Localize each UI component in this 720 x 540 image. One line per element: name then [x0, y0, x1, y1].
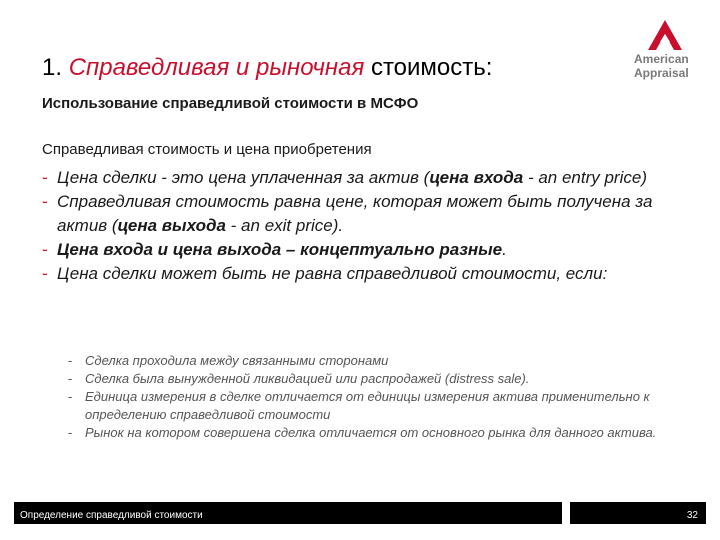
bullet-bold-text: цена входа — [429, 168, 524, 187]
logo-line2: Appraisal — [634, 66, 689, 80]
bullet-bold-text: Цена входа и цена выхода – концептуально разные — [57, 240, 503, 259]
bullet-bold-text: цена выхода — [117, 216, 226, 235]
page-title — [42, 53, 492, 83]
sub-bullet-list — [68, 352, 668, 442]
sub-bullet-dash: - — [68, 389, 73, 404]
section-title: Справедливая стоимость и цена приобретения — [42, 141, 372, 158]
sub-bullet-text: Рынок на котором совершена сделка отличается от основного рынка для данного актива. — [85, 425, 657, 440]
bullet-text: Цена сделки может быть не равна справедливой стоимости, если: — [57, 264, 608, 283]
page-subtitle: Использование справедливой стоимости в МСФО — [42, 95, 419, 112]
title-number: 1. — [42, 54, 69, 81]
bullet-text: Цена сделки - это цена уплаченная за актив ( — [57, 168, 430, 187]
bullet-item — [42, 238, 682, 262]
title-rest: стоимость: — [364, 54, 493, 81]
sub-bullet-item — [68, 388, 668, 424]
sub-bullet-item — [68, 424, 668, 442]
sub-bullet-text: Сделка была вынужденной ликвидацией или распродажей (distress sale). — [85, 371, 530, 386]
footer-text: Определение справедливой стоимости — [20, 510, 203, 521]
bullet-text: . — [502, 240, 507, 259]
main-bullet-list — [42, 166, 682, 286]
bullet-text: - an entry price) — [523, 168, 647, 187]
bullet-item — [42, 166, 682, 190]
sub-bullet-item — [68, 352, 668, 370]
bullet-text: - an exit price). — [225, 216, 344, 235]
logo-line1: American — [634, 52, 689, 66]
bullet-item — [42, 190, 682, 238]
bullet-dash: - — [42, 168, 48, 187]
sub-bullet-dash: - — [68, 425, 73, 440]
bullet-item — [42, 262, 682, 286]
title-highlight: Справедливая и рыночная — [68, 54, 365, 81]
sub-bullet-dash: - — [68, 371, 73, 386]
bullet-dash: - — [42, 240, 48, 259]
sub-bullet-text: Единица измерения в сделке отличается от единицы измерения актива применительно к определению справедливой стоимости — [85, 389, 650, 422]
bullet-dash: - — [42, 192, 48, 211]
sub-bullet-dash: - — [68, 353, 73, 368]
bullet-dash: - — [42, 264, 48, 283]
page-number-box — [570, 502, 706, 524]
sub-bullet-item — [68, 370, 668, 388]
bullet-text: Справедливая стоимость равна цене, которая может быть получена за актив ( — [57, 192, 653, 235]
sub-bullet-text: Сделка проходила между связанными сторонами — [85, 353, 389, 368]
page-number: 32 — [686, 510, 698, 521]
logo-text — [634, 52, 689, 80]
